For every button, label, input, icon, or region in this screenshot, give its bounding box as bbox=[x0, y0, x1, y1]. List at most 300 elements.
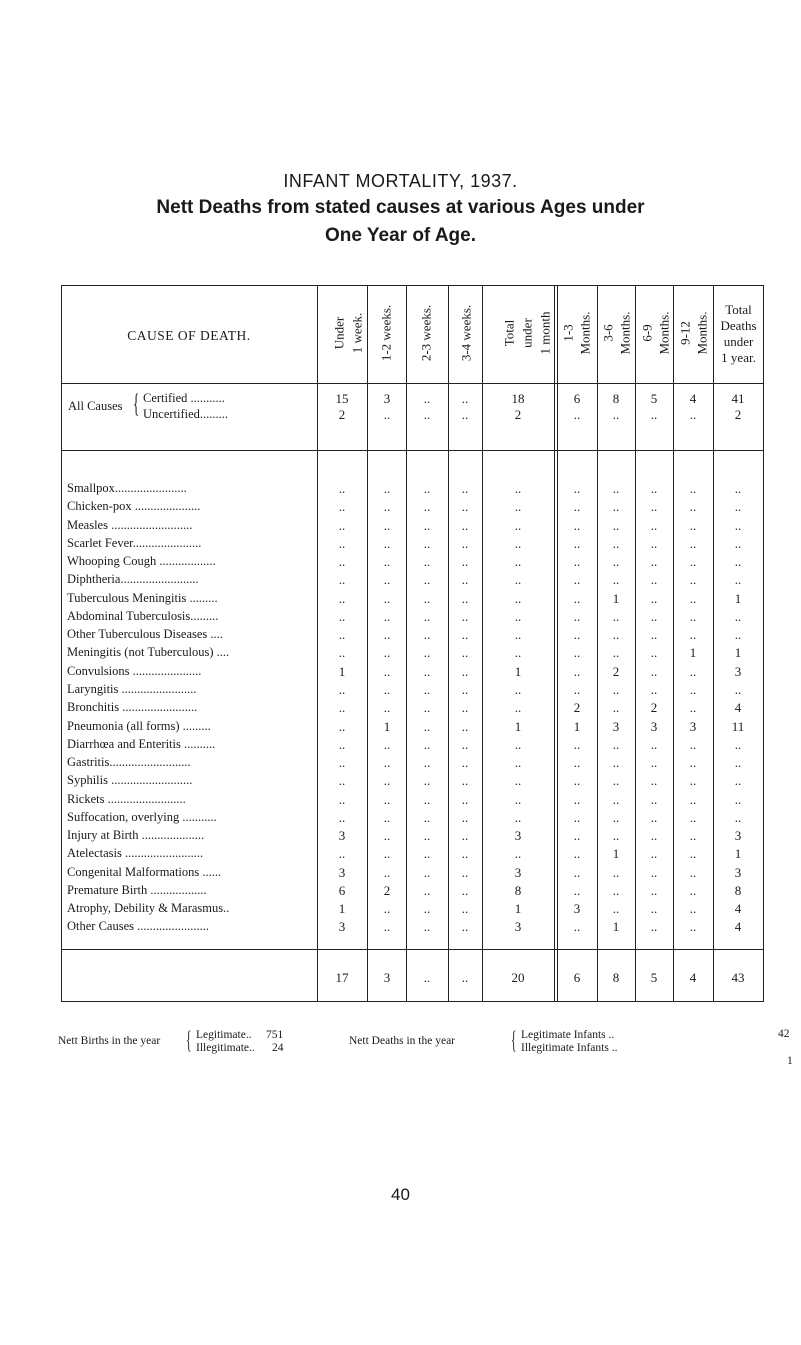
table-cell: .. bbox=[689, 700, 697, 715]
table-cell: .. bbox=[461, 609, 469, 624]
brace: { bbox=[511, 1027, 517, 1054]
cause-label: Injury at Birth .................... bbox=[67, 828, 205, 842]
table-cell: .. bbox=[650, 865, 658, 880]
column-divider bbox=[317, 285, 318, 1002]
table-cell: 6 bbox=[338, 883, 346, 898]
certified-value: .. bbox=[461, 391, 469, 406]
table-cell: .. bbox=[573, 518, 581, 533]
table-cell: .. bbox=[383, 700, 391, 715]
table-cell: .. bbox=[689, 554, 697, 569]
table-cell: .. bbox=[461, 627, 469, 642]
column-divider bbox=[406, 285, 407, 1002]
table-cell: .. bbox=[461, 554, 469, 569]
table-cell: .. bbox=[423, 919, 431, 934]
table-cell: .. bbox=[734, 609, 742, 624]
total-header-line: 1 year. bbox=[721, 350, 756, 365]
cause-label: Pneumonia (all forms) ......... bbox=[67, 719, 211, 733]
table-cell: .. bbox=[734, 755, 742, 770]
table-cell: .. bbox=[612, 828, 620, 843]
cause-label: Chicken-pox ..................... bbox=[67, 499, 201, 513]
table-cell: .. bbox=[650, 883, 658, 898]
cause-label: Gastritis.......................... bbox=[67, 755, 191, 769]
deaths-illegit-value: 1 bbox=[787, 1055, 793, 1067]
table-cell: .. bbox=[461, 737, 469, 752]
table-cell: .. bbox=[734, 554, 742, 569]
table-cell: .. bbox=[612, 481, 620, 496]
table-cell: 1 bbox=[689, 645, 697, 660]
table-cell: .. bbox=[461, 919, 469, 934]
table-cell: .. bbox=[383, 901, 391, 916]
table-cell: 3 bbox=[734, 828, 742, 843]
table-cell: .. bbox=[650, 755, 658, 770]
table-cell: .. bbox=[734, 810, 742, 825]
table-cell: .. bbox=[514, 481, 522, 496]
certified-value: 8 bbox=[612, 391, 620, 406]
table-cell: .. bbox=[573, 682, 581, 697]
table-cell: .. bbox=[338, 627, 346, 642]
table-cell: 1 bbox=[612, 591, 620, 606]
table-cell: .. bbox=[423, 737, 431, 752]
cause-label: Scarlet Fever...................... bbox=[67, 536, 202, 550]
col-header-6-9-months-2: Months. bbox=[656, 311, 672, 355]
table-cell: .. bbox=[461, 682, 469, 697]
cause-label: Measles .......................... bbox=[67, 518, 193, 532]
table-cell: .. bbox=[734, 481, 742, 496]
total-cell: 6 bbox=[573, 970, 581, 985]
deaths-legit-value: 42 bbox=[778, 1028, 790, 1040]
cause-label: Suffocation, overlying ........... bbox=[67, 810, 217, 824]
table-cell: .. bbox=[650, 664, 658, 679]
table-cell: .. bbox=[338, 700, 346, 715]
col-header-6-9-months: 6-9 bbox=[639, 324, 655, 342]
table-cell: .. bbox=[573, 591, 581, 606]
uncertified-value: .. bbox=[461, 407, 469, 422]
table-cell: .. bbox=[338, 682, 346, 697]
table-cell: 1 bbox=[514, 664, 522, 679]
cause-label: Diphtheria......................... bbox=[67, 572, 199, 586]
certified-label: Certified ........... bbox=[143, 391, 225, 405]
page-title: INFANT MORTALITY, 1937. bbox=[283, 171, 518, 191]
table-cell: .. bbox=[612, 499, 620, 514]
table-cell: .. bbox=[573, 846, 581, 861]
table-cell: .. bbox=[612, 755, 620, 770]
table-cell: 1 bbox=[338, 901, 346, 916]
table-cell: .. bbox=[383, 536, 391, 551]
table-cell: .. bbox=[423, 499, 431, 514]
table-cell: .. bbox=[650, 645, 658, 660]
brace: { bbox=[133, 389, 140, 418]
table-cell: .. bbox=[689, 737, 697, 752]
table-cell: .. bbox=[514, 755, 522, 770]
table-cell: .. bbox=[514, 645, 522, 660]
cause-label: Other Tuberculous Diseases .... bbox=[67, 627, 223, 641]
table-cell: .. bbox=[734, 536, 742, 551]
table-cell: .. bbox=[338, 719, 346, 734]
table-cell: 3 bbox=[514, 919, 522, 934]
certified-value: 5 bbox=[650, 391, 658, 406]
table-cell: .. bbox=[573, 737, 581, 752]
col-header-2-3-weeks: 2-3 weeks. bbox=[418, 304, 434, 362]
col-header-1-3-months-2: Months. bbox=[577, 311, 593, 355]
table-cell: .. bbox=[650, 810, 658, 825]
table-cell: .. bbox=[573, 554, 581, 569]
table-cell: .. bbox=[461, 536, 469, 551]
table-cell: .. bbox=[461, 810, 469, 825]
table-cell: .. bbox=[650, 919, 658, 934]
col-header-1-3-months: 1-3 bbox=[560, 324, 576, 342]
table-cell: .. bbox=[573, 627, 581, 642]
cause-label: Whooping Cough .................. bbox=[67, 554, 216, 568]
table-cell: .. bbox=[423, 682, 431, 697]
deaths-legit-label: Legitimate Infants .. bbox=[521, 1029, 615, 1041]
table-cell: .. bbox=[514, 846, 522, 861]
uncertified-value: 2 bbox=[514, 407, 522, 422]
table-cell: .. bbox=[612, 536, 620, 551]
table-cell: .. bbox=[689, 755, 697, 770]
table-cell: 2 bbox=[650, 700, 658, 715]
certified-value: 18 bbox=[511, 391, 525, 406]
table-cell: .. bbox=[383, 737, 391, 752]
total-header-line: Deaths bbox=[720, 318, 757, 333]
brace: { bbox=[186, 1027, 192, 1054]
table-cell: .. bbox=[423, 481, 431, 496]
table-cell: .. bbox=[650, 481, 658, 496]
page-number: 40 bbox=[391, 1185, 410, 1204]
table-cell: .. bbox=[689, 810, 697, 825]
cause-label: Bronchitis ........................ bbox=[67, 700, 198, 714]
table-cell: .. bbox=[423, 627, 431, 642]
col-header-9-12-months-2: Months. bbox=[694, 311, 710, 355]
table-cell: .. bbox=[573, 810, 581, 825]
certified-value: 3 bbox=[383, 391, 391, 406]
total-cell: 17 bbox=[335, 970, 349, 985]
table-cell: .. bbox=[650, 591, 658, 606]
table-cell: .. bbox=[734, 518, 742, 533]
table-cell: .. bbox=[383, 627, 391, 642]
table-cell: .. bbox=[689, 572, 697, 587]
cause-label: Other Causes ....................... bbox=[67, 919, 209, 933]
table-cell: .. bbox=[612, 645, 620, 660]
cause-label: Premature Birth .................. bbox=[67, 883, 207, 897]
cause-label: Laryngitis ........................ bbox=[67, 682, 197, 696]
column-divider bbox=[367, 285, 368, 1002]
table-cell: .. bbox=[612, 609, 620, 624]
table-cell: .. bbox=[338, 499, 346, 514]
table-cell: .. bbox=[612, 700, 620, 715]
table-cell: .. bbox=[383, 773, 391, 788]
table-cell: .. bbox=[423, 755, 431, 770]
table-cell: 3 bbox=[338, 919, 346, 934]
table-cell: .. bbox=[612, 572, 620, 587]
births-illegit-value: 24 bbox=[272, 1042, 284, 1054]
table-cell: 1 bbox=[612, 846, 620, 861]
table-cell: .. bbox=[650, 846, 658, 861]
table-cell: .. bbox=[689, 792, 697, 807]
uncertified-value: .. bbox=[383, 407, 391, 422]
table-cell: .. bbox=[689, 481, 697, 496]
table-cell: .. bbox=[461, 518, 469, 533]
certified-value: 15 bbox=[335, 391, 349, 406]
table-cell: .. bbox=[338, 536, 346, 551]
table-cell: 3 bbox=[734, 865, 742, 880]
table-cell: .. bbox=[514, 627, 522, 642]
table-cell: 4 bbox=[734, 901, 742, 916]
table-cell: .. bbox=[689, 536, 697, 551]
table-cell: .. bbox=[514, 737, 522, 752]
table-cell: .. bbox=[423, 883, 431, 898]
table-cell: .. bbox=[338, 737, 346, 752]
col-header-under-1-week: Under bbox=[331, 316, 347, 350]
table-cell: .. bbox=[383, 591, 391, 606]
table-cell: .. bbox=[461, 572, 469, 587]
table-cell: .. bbox=[461, 792, 469, 807]
total-cell: 3 bbox=[383, 970, 391, 985]
table-cell: .. bbox=[514, 499, 522, 514]
all-causes-label: All Causes bbox=[68, 399, 123, 413]
total-cell: .. bbox=[423, 970, 431, 985]
table-cell: .. bbox=[689, 591, 697, 606]
table-cell: .. bbox=[338, 572, 346, 587]
table-cell: .. bbox=[423, 901, 431, 916]
table-cell: .. bbox=[650, 828, 658, 843]
table-cell: .. bbox=[612, 792, 620, 807]
table-cell: .. bbox=[612, 865, 620, 880]
table-cell: .. bbox=[689, 846, 697, 861]
table-cell: .. bbox=[461, 645, 469, 660]
table-cell: 1 bbox=[734, 591, 742, 606]
births-illegit-label: Illegitimate.. bbox=[196, 1042, 255, 1054]
total-cell: 20 bbox=[511, 970, 525, 985]
table-cell: .. bbox=[573, 919, 581, 934]
table-cell: .. bbox=[461, 481, 469, 496]
table-cell: .. bbox=[514, 554, 522, 569]
cause-label: Atrophy, Debility & Marasmus.. bbox=[67, 901, 230, 915]
table-cell: 3 bbox=[514, 865, 522, 880]
table-cell: .. bbox=[423, 664, 431, 679]
table-cell: .. bbox=[338, 792, 346, 807]
table-cell: .. bbox=[423, 792, 431, 807]
table-cell: .. bbox=[423, 554, 431, 569]
table-cell: .. bbox=[514, 792, 522, 807]
total-cell: 43 bbox=[731, 970, 745, 985]
table-cell: .. bbox=[650, 901, 658, 916]
table-cell: .. bbox=[423, 828, 431, 843]
table-cell: .. bbox=[573, 792, 581, 807]
total-header-line: under bbox=[723, 334, 754, 349]
table-cell: .. bbox=[573, 773, 581, 788]
table-cell: .. bbox=[383, 865, 391, 880]
table-cell: .. bbox=[689, 883, 697, 898]
table-cell: .. bbox=[514, 591, 522, 606]
table-cell: .. bbox=[573, 865, 581, 880]
table-cell: .. bbox=[689, 627, 697, 642]
table-cell: .. bbox=[689, 901, 697, 916]
table-cell: .. bbox=[650, 792, 658, 807]
column-divider bbox=[673, 285, 674, 1002]
table-cell: .. bbox=[383, 609, 391, 624]
table-cell: 3 bbox=[338, 828, 346, 843]
table-cell: .. bbox=[383, 792, 391, 807]
table-cell: .. bbox=[650, 518, 658, 533]
table-cell: .. bbox=[423, 810, 431, 825]
table-cell: .. bbox=[689, 828, 697, 843]
table-cell: 3 bbox=[650, 719, 658, 734]
cause-label: Abdominal Tuberculosis......... bbox=[67, 609, 219, 623]
table-cell: 2 bbox=[573, 700, 581, 715]
table-cell: .. bbox=[383, 810, 391, 825]
col-header-9-12-months: 9-12 bbox=[677, 321, 693, 345]
table-cell: .. bbox=[650, 572, 658, 587]
table-cell: .. bbox=[689, 518, 697, 533]
table-cell: 3 bbox=[689, 719, 697, 734]
table-cell: .. bbox=[338, 773, 346, 788]
total-cell: 8 bbox=[612, 970, 620, 985]
header-rule bbox=[61, 383, 764, 384]
table-cell: .. bbox=[383, 828, 391, 843]
table-cell: .. bbox=[423, 591, 431, 606]
table-cell: 1 bbox=[514, 901, 522, 916]
col-header-3-4-weeks: 3-4 weeks. bbox=[458, 304, 474, 362]
table-cell: .. bbox=[423, 700, 431, 715]
births-legit-label: Legitimate.. bbox=[196, 1029, 252, 1041]
table-cell: 8 bbox=[734, 883, 742, 898]
cause-label: Diarrhœa and Enteritis .......... bbox=[67, 737, 216, 751]
table-cell: .. bbox=[383, 518, 391, 533]
table-cell: .. bbox=[338, 554, 346, 569]
table-cell: .. bbox=[461, 719, 469, 734]
cause-label: Tuberculous Meningitis ......... bbox=[67, 591, 218, 605]
cause-header: CAUSE OF DEATH. bbox=[127, 328, 251, 343]
table-cell: .. bbox=[423, 536, 431, 551]
table-cell: .. bbox=[423, 865, 431, 880]
table-cell: .. bbox=[461, 664, 469, 679]
table-cell: 1 bbox=[573, 719, 581, 734]
table-cell: .. bbox=[461, 700, 469, 715]
col-header-3-6-months-2: Months. bbox=[617, 311, 633, 355]
table-cell: .. bbox=[612, 883, 620, 898]
table-cell: .. bbox=[383, 572, 391, 587]
table-cell: 2 bbox=[383, 883, 391, 898]
column-divider bbox=[557, 285, 558, 1002]
table-cell: .. bbox=[650, 627, 658, 642]
table-cell: .. bbox=[734, 682, 742, 697]
table-cell: 1 bbox=[612, 919, 620, 934]
cause-label: Smallpox....................... bbox=[67, 481, 187, 495]
table-cell: .. bbox=[383, 554, 391, 569]
table-cell: .. bbox=[612, 810, 620, 825]
table-cell: .. bbox=[650, 737, 658, 752]
cause-label: Atelectasis ......................... bbox=[67, 846, 204, 860]
table-cell: .. bbox=[734, 499, 742, 514]
total-cell: .. bbox=[461, 970, 469, 985]
uncertified-value: 2 bbox=[734, 407, 742, 422]
uncertified-value: .. bbox=[650, 407, 658, 422]
table-cell: .. bbox=[734, 792, 742, 807]
uncertified-value: .. bbox=[423, 407, 431, 422]
table-cell: .. bbox=[338, 481, 346, 496]
cause-label: Congenital Malformations ...... bbox=[67, 865, 222, 879]
certified-value: .. bbox=[423, 391, 431, 406]
certified-value: 6 bbox=[573, 391, 581, 406]
deaths-label: Nett Deaths in the year bbox=[349, 1035, 456, 1047]
certified-value: 41 bbox=[731, 391, 745, 406]
table-cell: .. bbox=[734, 773, 742, 788]
table-cell: .. bbox=[612, 627, 620, 642]
table-cell: 1 bbox=[734, 645, 742, 660]
table-cell: .. bbox=[689, 609, 697, 624]
table-cell: .. bbox=[423, 518, 431, 533]
table-cell: .. bbox=[573, 499, 581, 514]
table-cell: .. bbox=[461, 828, 469, 843]
table-cell: .. bbox=[338, 755, 346, 770]
table-cell: .. bbox=[383, 645, 391, 660]
table-cell: .. bbox=[423, 572, 431, 587]
table-cell: .. bbox=[338, 846, 346, 861]
table-cell: 1 bbox=[383, 719, 391, 734]
table-cell: .. bbox=[383, 919, 391, 934]
table-cell: 3 bbox=[573, 901, 581, 916]
page-subtitle: Nett Deaths from stated causes at various Ages under bbox=[156, 197, 645, 218]
table-cell: .. bbox=[650, 609, 658, 624]
total-cell: 5 bbox=[650, 970, 658, 985]
table-cell: .. bbox=[612, 682, 620, 697]
table-cell: 11 bbox=[731, 719, 745, 734]
table-cell: .. bbox=[514, 536, 522, 551]
table-cell: .. bbox=[383, 846, 391, 861]
births-legit-value: 751 bbox=[266, 1029, 284, 1041]
col-header-total-month-2: under bbox=[519, 318, 535, 348]
table-cell: .. bbox=[612, 518, 620, 533]
col-header-under-1-week-2: 1 week. bbox=[349, 312, 365, 354]
col-header-1-2-weeks: 1-2 weeks. bbox=[378, 304, 394, 362]
table-cell: .. bbox=[423, 609, 431, 624]
table-cell: .. bbox=[650, 499, 658, 514]
uncertified-value: .. bbox=[573, 407, 581, 422]
table-cell: 1 bbox=[734, 846, 742, 861]
table-cell: 4 bbox=[734, 700, 742, 715]
table-cell: .. bbox=[514, 572, 522, 587]
cause-label: Meningitis (not Tuberculous) .... bbox=[67, 645, 230, 659]
table-cell: .. bbox=[612, 901, 620, 916]
table-cell: .. bbox=[650, 554, 658, 569]
uncertified-value: .. bbox=[689, 407, 697, 422]
totals-rule bbox=[61, 949, 764, 950]
table-cell: .. bbox=[338, 591, 346, 606]
table-cell: .. bbox=[461, 773, 469, 788]
table-cell: .. bbox=[689, 682, 697, 697]
table-cell: 4 bbox=[734, 919, 742, 934]
table-cell: .. bbox=[612, 737, 620, 752]
table-cell: .. bbox=[650, 682, 658, 697]
total-cell: 4 bbox=[689, 970, 697, 985]
page-subtitle-2: One Year of Age. bbox=[325, 225, 476, 246]
table-cell: .. bbox=[573, 645, 581, 660]
table-cell: 3 bbox=[734, 664, 742, 679]
cause-label: Rickets ......................... bbox=[67, 792, 186, 806]
table-cell: .. bbox=[461, 865, 469, 880]
table-cell: .. bbox=[689, 499, 697, 514]
table-cell: .. bbox=[514, 682, 522, 697]
table-cell: .. bbox=[689, 664, 697, 679]
mortality-table bbox=[61, 285, 764, 1002]
table-cell: .. bbox=[461, 591, 469, 606]
table-cell: .. bbox=[514, 518, 522, 533]
table-cell: 8 bbox=[514, 883, 522, 898]
column-divider bbox=[554, 285, 555, 1002]
table-cell: .. bbox=[514, 810, 522, 825]
table-cell: .. bbox=[338, 609, 346, 624]
table-cell: .. bbox=[338, 810, 346, 825]
